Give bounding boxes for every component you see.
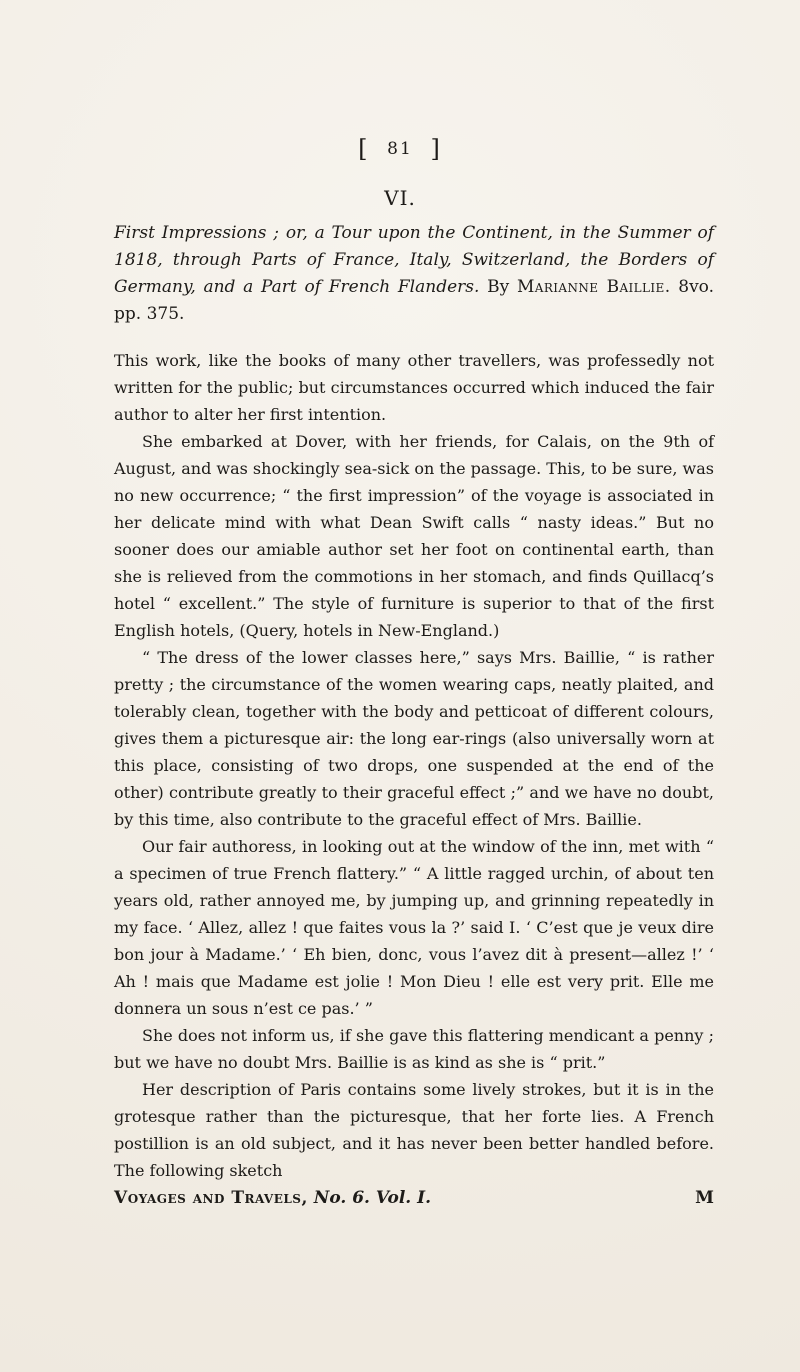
paragraph-2: She embarked at Dover, with her friends, for Calais, on the 9th of August, and was shockingly sea-sick on the passage. This, to be sure, was no new occurrence; “ the first impression” of the voyage is associated in her delicate mind with what Dean Swift calls “ nasty ideas.” But no sooner does our amiable author set her foot on continental earth, than she is relieved from the commotions in her stomach, and finds Quillacq’s hotel “ excellent.” The style of furniture is superior to that of the first English hotels, (Query, hotels in New-England.)	[114, 432, 714, 640]
publication-details: 8vo. pp. 375.	[114, 277, 715, 324]
article-body	[114, 347, 714, 1184]
footer-signature: M	[695, 1188, 714, 1208]
author-name: Marianne Baillie.	[516, 277, 671, 297]
paragraph-3: “ The dress of the lower classes here,” says Mrs. Baillie, “ is rather pretty ; the circumstance of the women wearing caps, neatly plaited, and tolerably clean, together with the body and petticoat of different colours, gives them a picturesque air: the long ear-rings (also universally worn at this place, consisting of two drops, one suspended at the end of the other) contribute greatly to their graceful effect ;” and we have no doubt, by this time, also contribute to the graceful effect of Mrs. Baillie.	[114, 648, 714, 829]
footer-series: Voyages and Travels,	[114, 1188, 308, 1208]
footer-publication	[114, 1185, 431, 1212]
right-bracket: ]	[430, 135, 442, 163]
page-number: 81	[387, 139, 413, 159]
book-title-block	[114, 220, 714, 328]
article-content	[114, 220, 714, 1212]
left-bracket: [	[358, 135, 370, 163]
author-prefix: By	[487, 277, 510, 297]
page-footer	[114, 1185, 714, 1212]
section-number: VI.	[384, 186, 416, 210]
paragraph-6: Her description of Paris contains some lively strokes, but it is in the grotesque rather than the picturesque, that her forte lies. A French postillion is an old subject, and it has never been better handled before. The following sketch	[114, 1080, 714, 1180]
paragraph-1: This work, like the books of many other travellers, was professedly not written for the public; but circumstances occurred which induced the fair author to alter her first intention.	[114, 351, 714, 424]
book-title: First Impressions ; or, a Tour upon the Continent, in the Summer of 1818, through Parts of France, Italy, Switzerland, the Borders of Germany, and a Part of French Flanders.	[114, 223, 714, 297]
paragraph-4: Our fair authoress, in looking out at the window of the inn, met with “ a specimen of true French flattery.” “ A little ragged urchin, of about ten years old, rather annoyed me, by jumping up, and grinning repeatedly in my face. ‘ Allez, allez ! que faites vous la ?’ said I. ‘ C’est que je veux dire bon jour à Madame.’ ‘ Eh bien, donc, vous l’avez dit à present—allez !’ ‘ Ah ! mais que Madame est jolie ! Mon Dieu ! elle est very prit. Elle me donnera un sous n’est ce pas.’ ”	[114, 837, 714, 1018]
footer-issue: No. 6. Vol. I.	[313, 1188, 432, 1208]
page-header	[0, 135, 800, 163]
paragraph-5: She does not inform us, if she gave this flattering mendicant a penny ; but we have no doubt Mrs. Baillie is as kind as she is “ prit.”	[114, 1026, 714, 1072]
